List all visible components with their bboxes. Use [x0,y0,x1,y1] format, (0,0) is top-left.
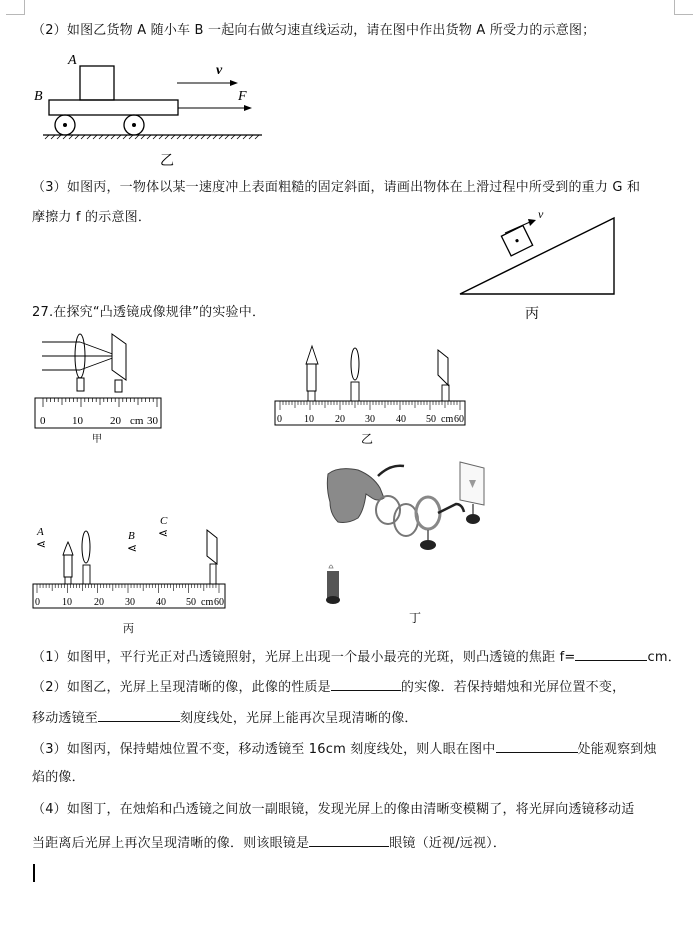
eye-c-icon: ⋖ [158,526,169,540]
eye-position-label-a: A [37,526,44,538]
ruler-tick-label: 10 [62,597,72,608]
candle-base [326,596,340,604]
figure-bing [25,512,235,637]
sliding-block [501,226,532,256]
answer-blank-glasses-type[interactable] [309,833,389,847]
ruler-tick-label: 60 [454,414,464,425]
candle-flame [63,542,73,555]
screen-base [466,514,480,524]
text-cursor [33,864,35,882]
incline-label-v: v [538,207,544,221]
ruler-unit-label: cm [130,415,144,427]
glasses-temple-right [438,504,464,513]
ruler-tick-label: 30 [365,414,375,425]
q26-part2-text: （2）如图乙货物 A 随小车 B 一起向右做匀速直线运动，请在图中作出货物 A 所受力的示意图； [32,23,596,38]
parallel-light-rays [42,342,118,370]
ruler-tick-label: 60 [214,597,224,608]
q27-part4-text-end: 眼镜（近视/远视）． [389,836,507,851]
label-a: A [68,53,77,68]
page-corner-mark-right [674,0,693,15]
q27-title: 27.在探究“凸透镜成像规律”的实验中． [32,305,266,320]
ruler-tick-label: 40 [156,597,166,608]
light-screen [438,350,448,385]
q27-part2 [32,677,625,697]
cart-figure-caption: 乙 [160,154,174,169]
q27-part3-text-end: 处能观察到烛 [577,742,657,757]
q26-part3-text-line2: 摩擦力 f 的示意图． [32,210,152,225]
candle [327,571,339,598]
ruler-tick-label: 10 [304,414,314,425]
ruler-tick-label: 0 [35,597,40,608]
ruler-tick-label: 0 [277,414,282,425]
q27-part4 [32,833,506,853]
q27-part3-text: （3）如图丙，保持蜡烛位置不变，移动透镜至 16cm 刻度线处，则人眼在图中 [32,742,496,757]
q27-part1-unit: cm． [647,650,681,665]
lens-base [420,540,436,550]
q27-part2-line2 [32,708,418,728]
q27-part4-text: 当距离后光屏上再次呈现清晰的像．则该眼镜是 [32,836,310,851]
figure-ding-caption: 丁 [409,611,422,625]
ruler-tick-label: 30 [147,415,158,427]
figure-bing-caption: 丙 [123,623,134,635]
page-corner-mark-left [6,0,25,15]
ruler-unit-label: cm [441,414,454,425]
candle [64,555,72,577]
figure-jia [30,332,170,445]
answer-blank-lens-position[interactable] [98,708,180,722]
candle-flame [306,346,318,364]
figure-jia-caption: 甲 [92,434,102,445]
q27-part3-line2: 焰的像． [32,770,85,785]
answer-blank-image-nature[interactable] [331,677,401,691]
ruler-unit-label: cm [201,597,214,608]
ruler-tick-label: 20 [110,415,121,427]
ruler-tick-label: 30 [125,597,135,608]
figure-yi-caption: 乙 [361,432,374,446]
q26-part3-text-line1: （3）如图丙，一物体以某一速度冲上表面粗糙的固定斜面，请画出物体在上滑过程中所受到的重力 G 和 [32,180,641,195]
q27-part2-line2-text: 移动透镜至 [32,711,99,726]
ruler-tick-label: 0 [40,415,46,427]
label-v: v [216,63,223,78]
q27-part2-text-end: 的实像．若保持蜡烛和光屏位置不变， [400,680,626,695]
ruler-tick-label: 10 [72,415,83,427]
hand-holding-glasses [327,469,384,523]
convex-lens [82,531,90,563]
convex-lens [351,348,359,380]
eye-position-label-c: C [160,515,168,527]
incline-triangle [460,218,614,294]
ruler-tick-label: 40 [396,414,406,425]
q27-part3 [32,739,657,759]
ruler-tick-label: 50 [426,414,436,425]
candle-flame [329,565,333,568]
incline-figure-caption: 丙 [525,307,539,322]
answer-blank-eye-position[interactable] [496,739,578,753]
figure-incline [450,205,630,325]
label-f: F [238,89,247,104]
eye-b-icon: ⋖ [127,541,138,555]
answer-blank-focal-length[interactable] [575,647,647,661]
q27-part4-line1: （4）如图丁，在烛焰和凸透镜之间放一副眼镜，发现光屏上的像由清晰变模糊了，将光屏向透镜移动适 [32,802,635,817]
label-b: B [34,89,43,104]
q27-part2-line2-text-end: 刻度线处，光屏上能再次呈现清晰的像． [180,711,418,726]
ruler-tick-label: 20 [94,597,104,608]
q27-part1 [32,647,681,667]
ruler-tick-label: 50 [186,597,196,608]
light-screen [112,334,126,380]
figure-ding [318,458,513,628]
figure-yi [265,342,470,447]
q27-part1-text: （1）如图甲，平行光正对凸透镜照射，光屏上出现一个最小最亮的光斑，则凸透镜的焦距 f= [32,650,576,665]
cargo-a-box [80,66,114,100]
figure-cart [34,48,270,170]
glasses-temple-left [378,466,404,476]
q27-part2-text: （2）如图乙，光屏上呈现清晰的像，此像的性质是 [32,680,331,695]
cart-b-body [49,100,178,115]
convex-lens-holder [416,497,440,529]
eye-a-icon: ⋖ [36,537,47,551]
ruler-tick-label: 20 [335,414,345,425]
eye-position-label-b: B [128,530,135,542]
light-screen [207,530,217,564]
candle [307,364,316,391]
